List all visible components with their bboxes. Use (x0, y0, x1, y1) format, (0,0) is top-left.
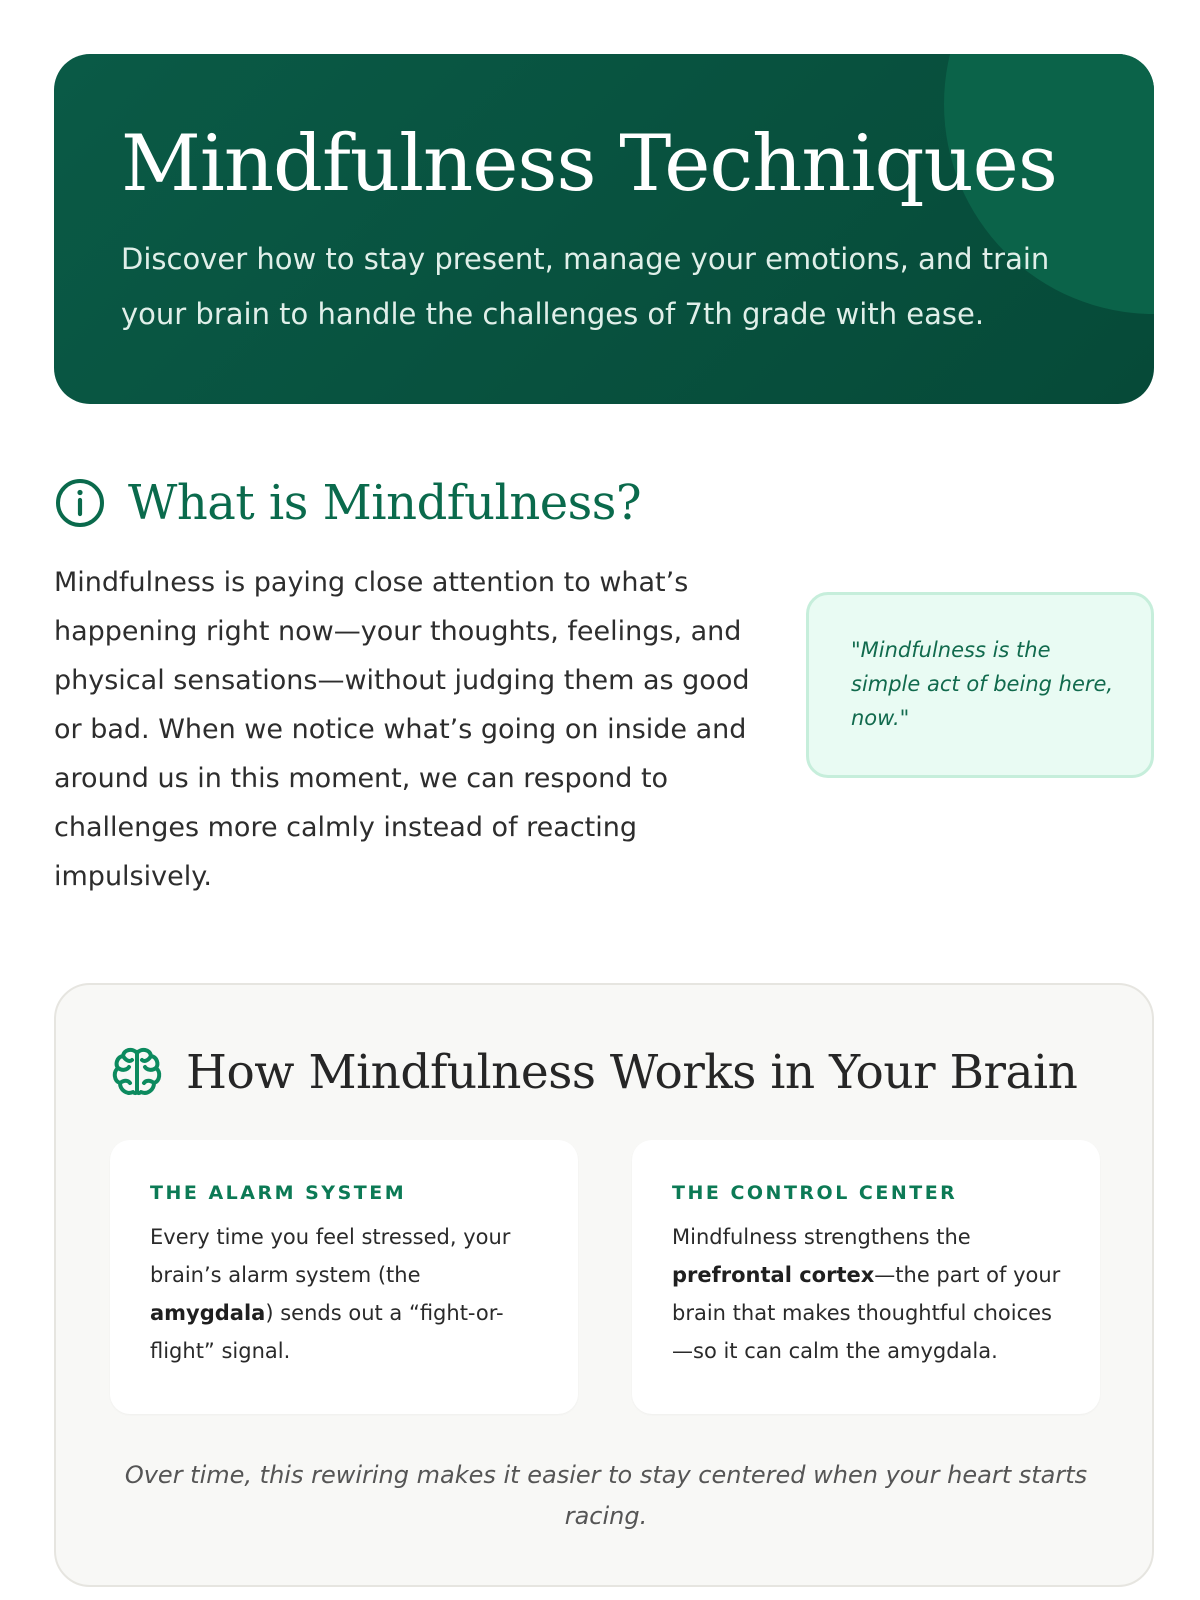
what-section-body: Mindfulness is paying close attention to what’s happening right now—your thoughts, feelings, and physical sensations—without judging them as good or bad. When we notice what’s going on inside and around us in this moment, we can respond to challenges more calmly instead of reacting impulsively. (54, 567, 750, 892)
brain-panel (54, 983, 1154, 1587)
page-title: Mindfulness Techniques (121, 119, 1057, 209)
hero-banner (54, 54, 1154, 404)
card-bold-term: prefrontal cortex (672, 1263, 875, 1287)
card-text: Mindfulness strengthens the prefrontal cortex—the part of your brain that makes thoughtful choices—so it can calm the amygdala. (672, 1225, 1061, 1363)
brain-section-header (110, 1037, 1077, 1107)
card-heading: THE CONTROL CENTER (672, 1182, 958, 1204)
quote-text: "Mindfulness is the simple act of being here, now." (851, 638, 1114, 730)
card-bold-term: amygdala (150, 1301, 266, 1325)
control-center-card (632, 1140, 1100, 1414)
alarm-system-card (110, 1140, 578, 1414)
brain-section-title: How Mindfulness Works in Your Brain (186, 1044, 1078, 1100)
info-circle-icon (54, 477, 106, 529)
what-section-title: What is Mindfulness? (128, 475, 642, 531)
brain-icon (110, 1045, 164, 1099)
card-text: Every time you feel stressed, your brain’s alarm system (the amygdala) sends out a “fight-or-flight” signal. (150, 1225, 511, 1363)
brain-footer-note: Over time, this rewiring makes it easier to stay centered when your heart starts racing. (124, 1461, 1088, 1530)
card-heading: THE ALARM SYSTEM (150, 1182, 407, 1204)
hero-subtitle: Discover how to stay present, manage your emotions, and train your brain to handle the challenges of 7th grade with ease. (121, 242, 1050, 331)
what-section-header (54, 470, 641, 536)
quote-box (806, 592, 1154, 778)
